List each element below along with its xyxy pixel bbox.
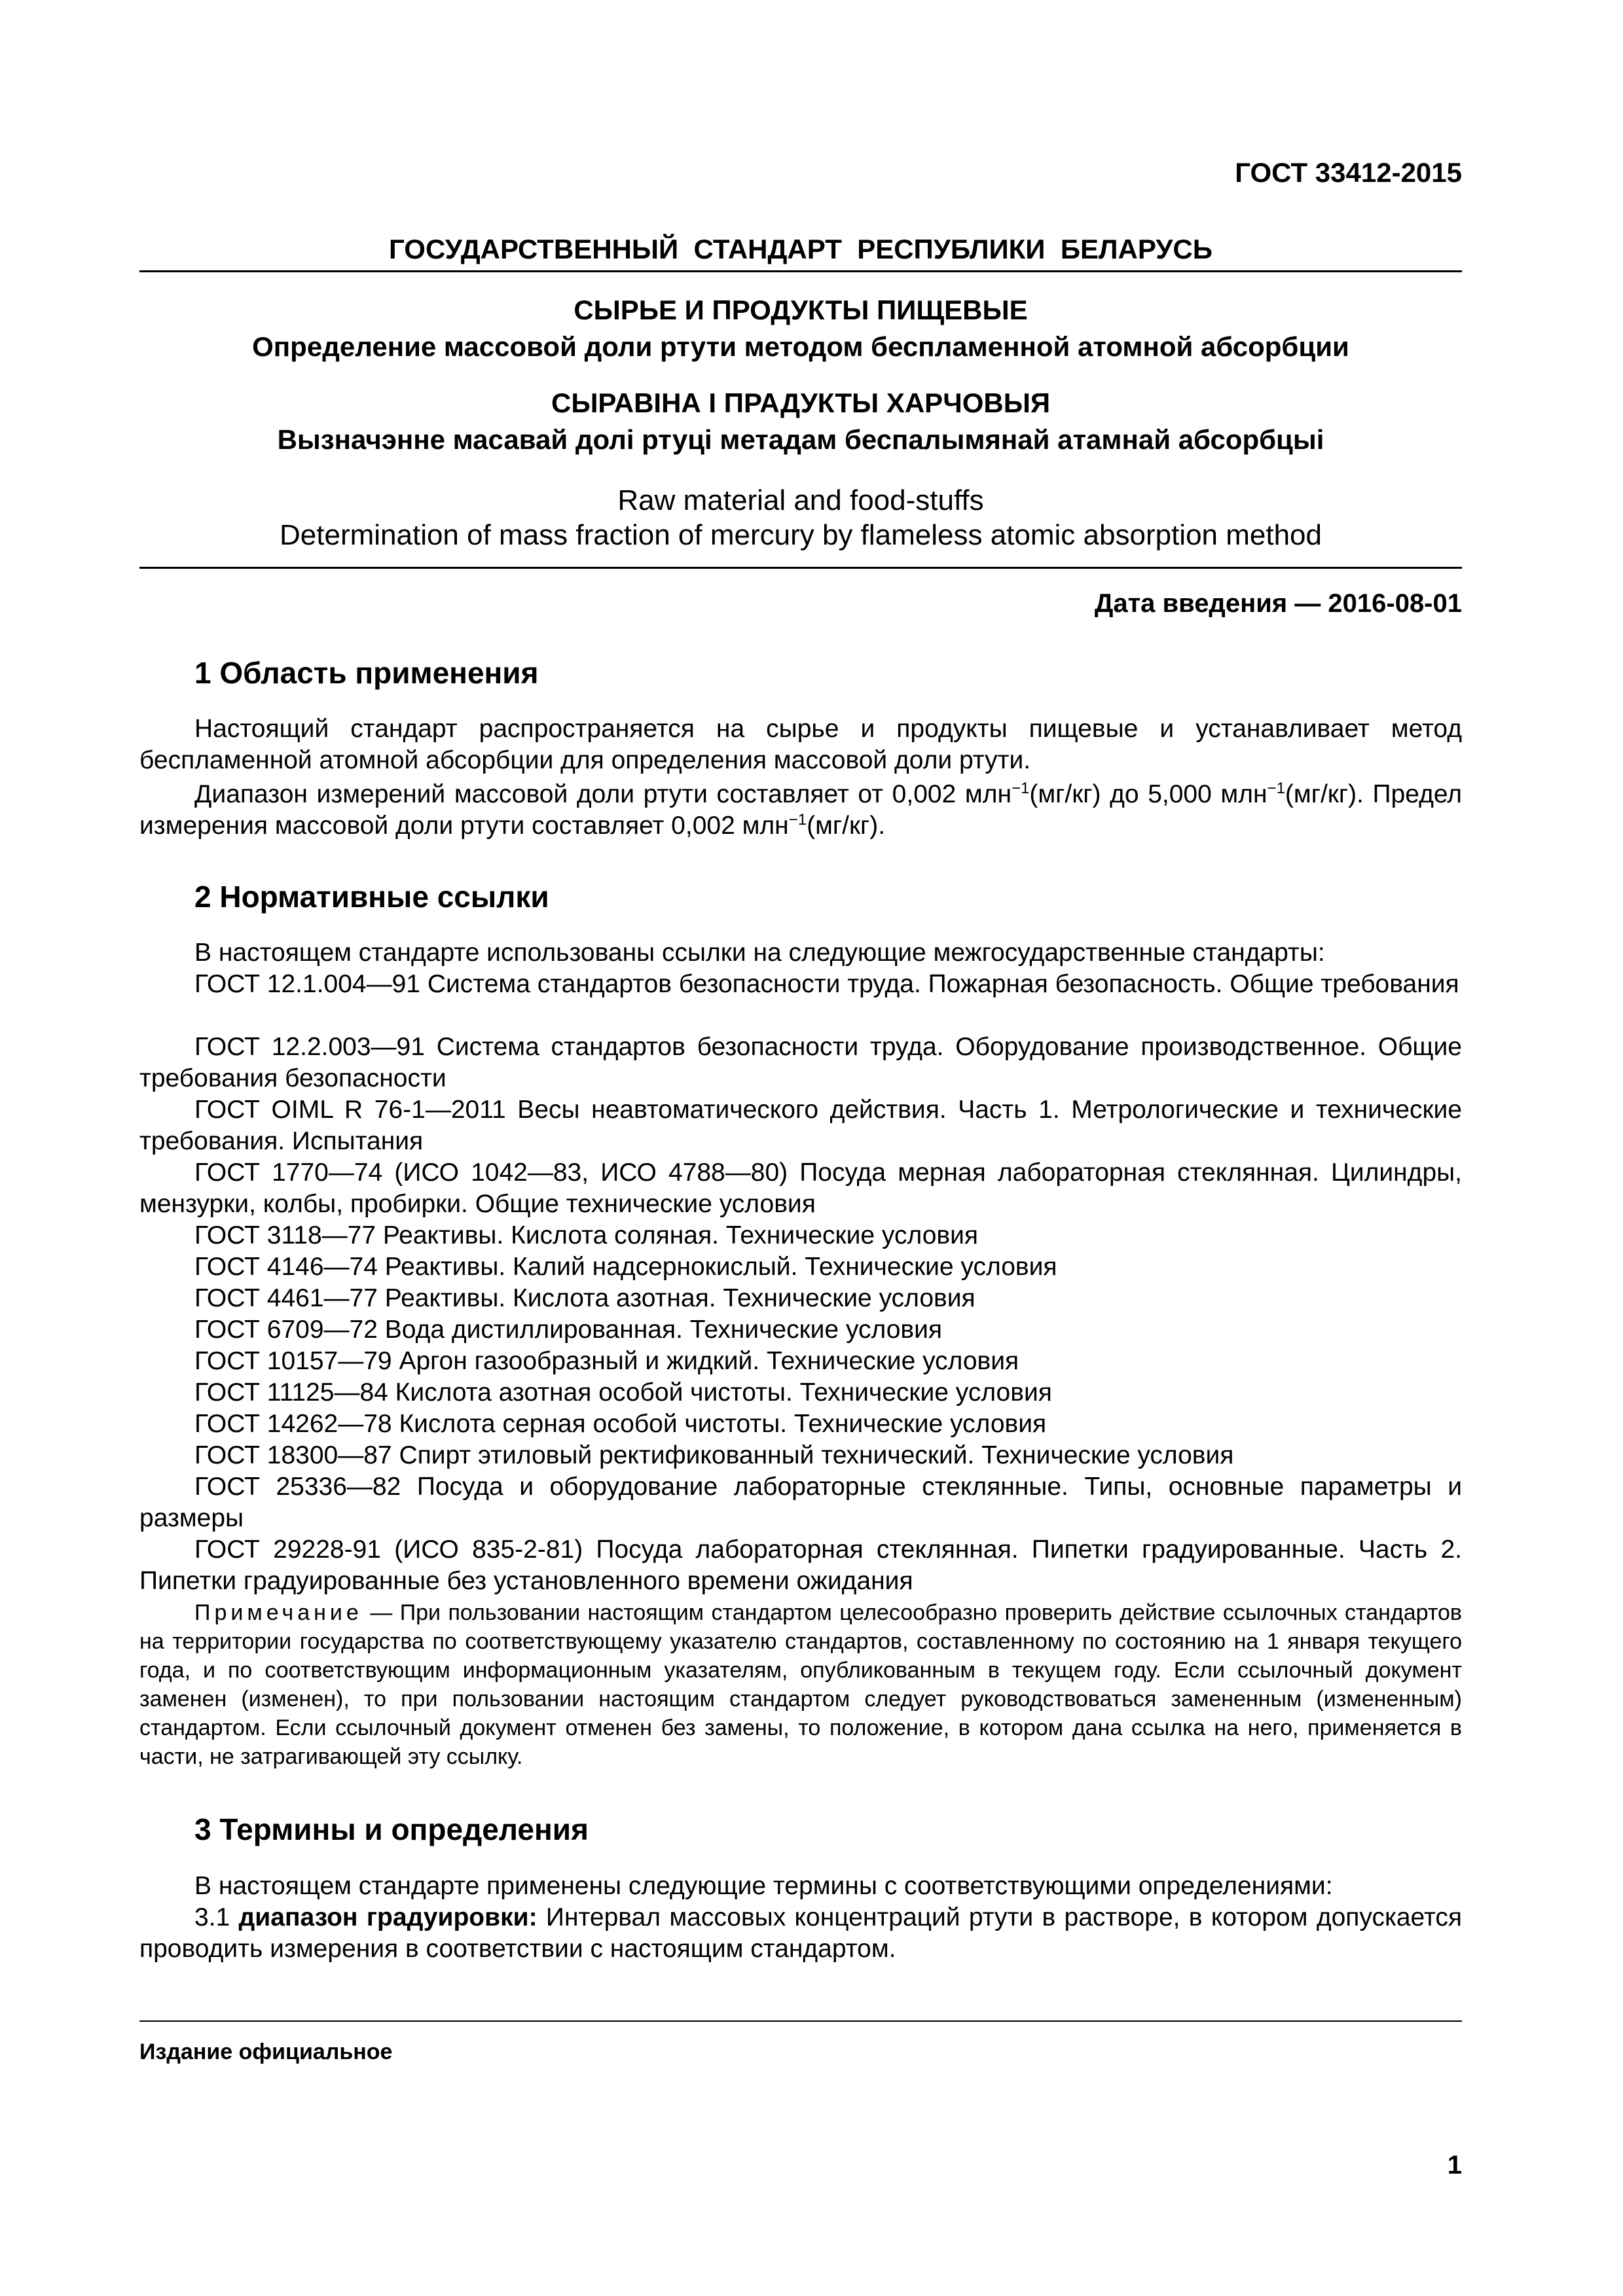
- intro-date: Дата введения — 2016-08-01: [1094, 589, 1462, 618]
- reference-item: ГОСТ 25336—82 Посуда и оборудование лабораторные стеклянные. Типы, основные параметры и размеры: [139, 1473, 1462, 1532]
- reference-item: ГОСТ 29228-91 (ИСО 835-2-81) Посуда лабораторная стеклянная. Пипетки градуированные. Часть 2. Пипетки градуированные без установленного времени ожидания: [139, 1535, 1462, 1595]
- reference-item: ГОСТ 4461—77 Реактивы. Кислота азотная. Технические условия: [194, 1284, 976, 1312]
- references-note: Примечание — При пользовании настоящим стандартом целесообразно проверить действие ссылочных стандартов на территории государства по соответствующему указателю стандартов, составленному по состоянию на 1 января текущего года, и по соответствующим информационным указателям, опубликованным в текущем году. Если ссылочный документ заменен (изменен), то при пользовании настоящим стандартом следует руководствоваться замененным (измененным) стандартом. Если ссылочный документ отменен без замены, то положение, в котором дана ссылка на него, применяется в части, не затрагивающей эту ссылку.: [139, 1600, 1462, 1769]
- reference-item: ГОСТ 14262—78 Кислота серная особой чистоты. Технические условия: [194, 1410, 1047, 1438]
- term-name: диапазон градуировки:: [238, 1903, 538, 1931]
- state-standard-heading: ГОСУДАРСТВЕННЫЙ СТАНДАРТ РЕСПУБЛИКИ БЕЛАРУСЬ: [389, 234, 1213, 264]
- en-title: Raw material and food-stuffs: [617, 484, 984, 516]
- en-subtitle: Determination of mass fraction of mercury by flameless atomic absorption method: [280, 519, 1322, 551]
- edition-label: Издание официальное: [139, 2039, 393, 2064]
- by-subtitle: Вызначэнне масавай долі ртуці метадам беспалымянай атамнай абсорбцыі: [277, 424, 1324, 455]
- section-2-heading: 2 Нормативные ссылки: [194, 880, 549, 914]
- titles-rule: [139, 567, 1462, 569]
- footer-rule: [139, 2020, 1462, 2022]
- reference-item: ГОСТ 11125—84 Кислота азотная особой чистоты. Технические условия: [194, 1378, 1052, 1407]
- reference-item: ГОСТ 4146—74 Реактивы. Калий надсернокислый. Технические условия: [194, 1253, 1057, 1281]
- reference-item: ГОСТ 12.1.004—91 Система стандартов безопасности труда. Пожарная безопасность. Общие требования: [194, 970, 1459, 998]
- page-number: 1: [1447, 2151, 1462, 2179]
- header-rule: [139, 270, 1462, 272]
- reference-item: ГОСТ 3118—77 Реактивы. Кислота соляная. Технические условия: [194, 1221, 979, 1249]
- reference-item: ГОСТ 1770—74 (ИСО 1042—83, ИСО 4788—80) Посуда мерная лабораторная стеклянная. Цилиндры, мензурки, колбы, пробирки. Общие технические условия: [139, 1158, 1462, 1218]
- ru-title: СЫРЬЕ И ПРОДУКТЫ ПИЩЕВЫЕ: [574, 295, 1028, 325]
- section-1-heading: 1 Область применения: [194, 656, 539, 690]
- section-2-intro: В настоящем стандарте использованы ссылки на следующие межгосударственные стандарты:: [194, 939, 1325, 967]
- note-label: Примечание: [194, 1600, 363, 1625]
- reference-item: ГОСТ 10157—79 Аргон газообразный и жидкий. Технические условия: [194, 1347, 1019, 1375]
- section-3-intro: В настоящем стандарте применены следующие термины с соответствующими определениями:: [194, 1872, 1333, 1900]
- by-title: СЫРАВІНА І ПРАДУКТЫ ХАРЧОВЫЯ: [551, 387, 1051, 418]
- term-definition: 3.1 диапазон градуировки: Интервал массовых концентраций ртути в растворе, в котором допускается проводить измерения в соответствии с настоящим стандартом.: [139, 1903, 1462, 1963]
- section-3-heading: 3 Термины и определения: [194, 1812, 589, 1846]
- document-number: ГОСТ 33412-2015: [1235, 157, 1462, 188]
- reference-item: ГОСТ 6709—72 Вода дистиллированная. Технические условия: [194, 1316, 943, 1344]
- reference-item: ГОСТ 18300—87 Спирт этиловый ректификованный технический. Технические условия: [194, 1441, 1234, 1469]
- section-1-paragraph-1: Настоящий стандарт распространяется на сырье и продукты пищевые и устанавливает метод беспламенной атомной абсорбции для определения массовой доли ртути.: [139, 715, 1462, 774]
- reference-item: ГОСТ 12.2.003—91 Система стандартов безопасности труда. Оборудование производственное. Общие требования безопасности: [139, 1033, 1462, 1092]
- ru-subtitle: Определение массовой доли ртути методом беспламенной атомной абсорбции: [252, 331, 1349, 362]
- section-1-paragraph-2: Диапазон измерений массовой доли ртути составляет от 0,002 млн$^{-1}$(мг/кг) до 5,000 млн$^{-1}$(мг/кг). Предел измерения массовой доли ртути составляет 0,002 млн$^{-1}$(мг/кг).: [139, 780, 1462, 840]
- reference-item: ГОСТ OIML R 76-1—2011 Весы неавтоматического действия. Часть 1. Метрологические и технические требования. Испытания: [139, 1096, 1462, 1155]
